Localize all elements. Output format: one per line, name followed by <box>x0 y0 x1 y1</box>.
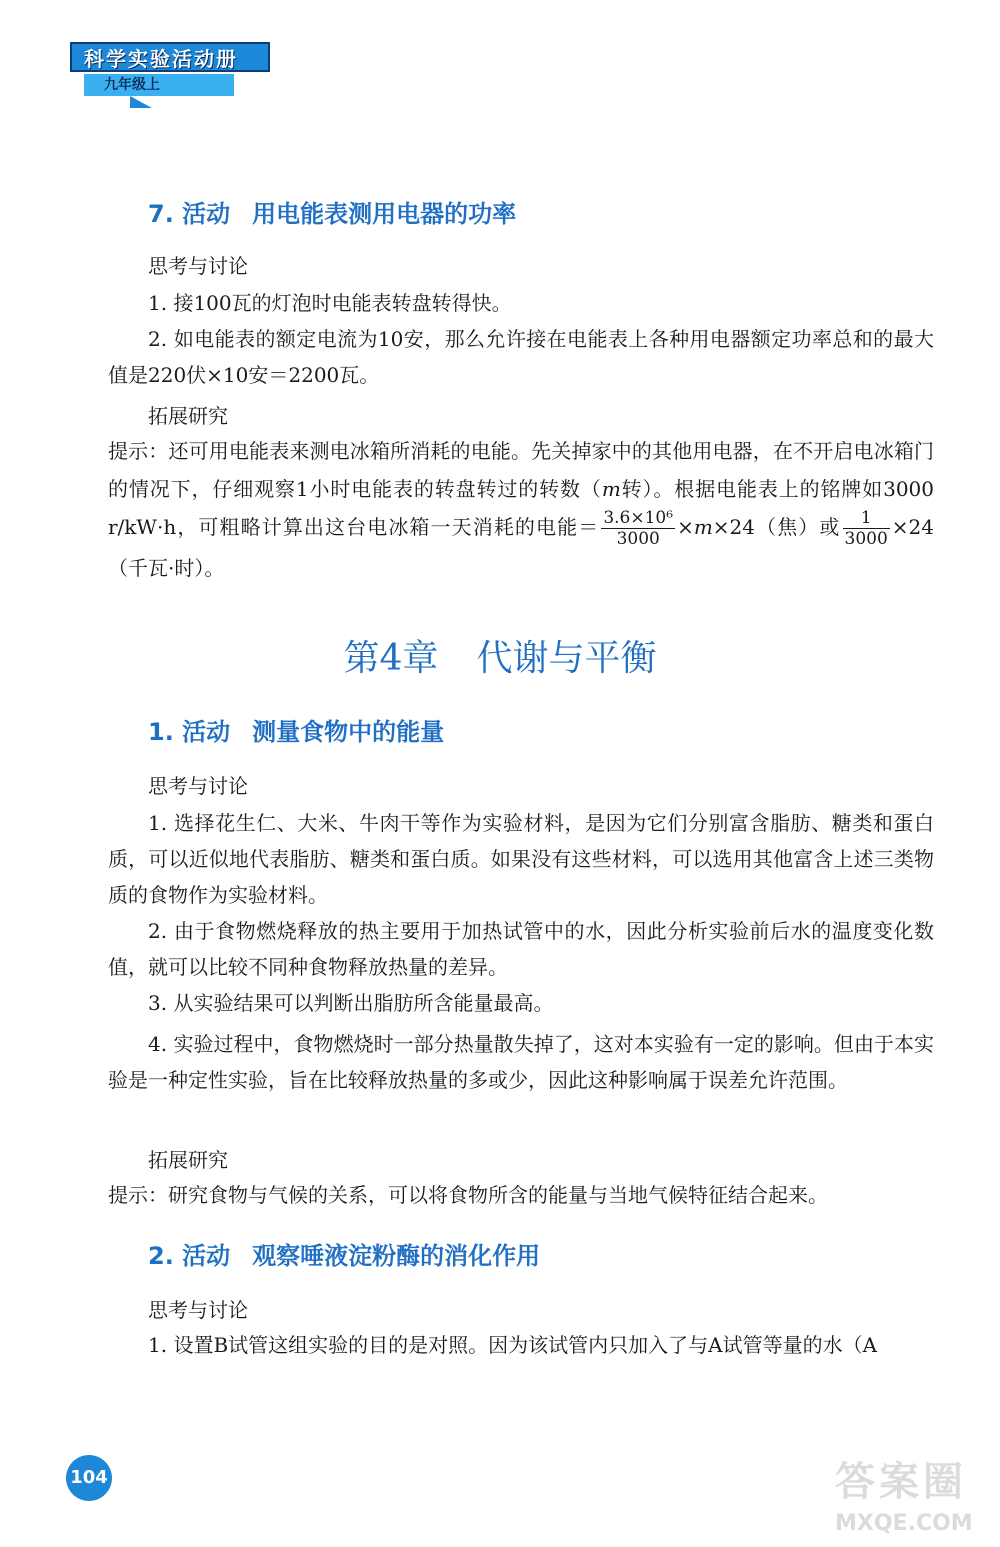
tip-text-2: 转）。根据电能表上的铭牌如3000 r/kW·h，可粗略计算出这台电冰箱一天消耗的电能＝ <box>108 477 934 539</box>
tip-text-4: ×24（焦）或 <box>712 515 841 539</box>
tip-variable-m: m <box>601 477 621 501</box>
section-2-title <box>148 1236 540 1271</box>
section-7-title <box>148 194 516 229</box>
think-label: 思考与讨论 <box>148 774 248 798</box>
section-1-title <box>148 712 444 747</box>
tip-text-1: 提示：还可用电能表来测电冰箱所消耗的电能。先关掉家中的其他用电器，在不开启电冰箱门的情况下，仔细观察1小时电能表的转盘转过的转数（ <box>108 439 934 501</box>
section-2-number: 2. 活动 <box>148 1242 231 1270</box>
watermark-url: MXQE.COM <box>835 1511 973 1536</box>
fraction-numerator: 1 <box>843 508 890 529</box>
answer-1: 1. 接100瓦的灯泡时电能表转盘转得快。 <box>148 291 512 315</box>
tip-text-3: × <box>677 515 694 539</box>
fraction-denominator: 3000 <box>844 529 888 549</box>
extension-tip <box>108 432 934 587</box>
header-pointer <box>130 96 152 108</box>
section-1-name: 测量食物中的能量 <box>252 718 445 746</box>
answer-3: 3. 从实验结果可以判断出脂肪所含能量最高。 <box>148 991 554 1015</box>
fraction-denominator: 3000 <box>616 529 660 549</box>
tip-variable-m: m <box>693 515 713 539</box>
tip-text-5: ×24（千瓦·时）。 <box>108 515 934 580</box>
section-7-number: 7. 活动 <box>148 200 231 228</box>
answer-4: 4. 实验过程中，食物燃烧时一部分热量散失掉了，这对本实验有一定的影响。但由于本实验是一种定性实验，旨在比较释放热量的多或少，因此这种影响属于误差允许范围。 <box>108 1032 934 1092</box>
chapter-name: 代谢与平衡 <box>476 638 657 679</box>
chapter-number: 第4章 <box>343 638 439 679</box>
extension-label: 拓展研究 <box>148 1148 228 1172</box>
section-7-name: 用电能表测用电器的功率 <box>252 200 517 228</box>
energy-fraction-kwh <box>843 508 890 549</box>
watermark-logo: 答案圈 <box>835 1459 967 1505</box>
watermark <box>835 1450 985 1540</box>
grade-label: 九年级上 <box>84 74 234 96</box>
answer-2: 2. 由于食物燃烧释放的热主要用于加热试管中的水，因此分析实验前后水的温度变化数值，就可以比较不同种食物释放热量的差异。 <box>108 919 934 979</box>
extension-label: 拓展研究 <box>148 404 228 428</box>
think-label: 思考与讨论 <box>148 254 248 278</box>
think-label: 思考与讨论 <box>148 1298 248 1322</box>
answer-2: 2. 如电能表的额定电流为10安，那么允许接在电能表上各种用电器额定功率总和的最大值是220伏×10安＝2200瓦。 <box>108 327 934 387</box>
page-number: 104 <box>66 1455 112 1501</box>
chapter-heading <box>0 630 1000 681</box>
answer-1: 1. 设置B试管这组实验的目的是对照。因为该试管内只加入了与A试管等量的水（A <box>148 1333 878 1357</box>
energy-fraction-joules <box>601 508 675 549</box>
section-1-number: 1. 活动 <box>148 718 231 746</box>
answer-1: 1. 选择花生仁、大米、牛肉干等作为实验材料，是因为它们分别富含脂肪、糖类和蛋白质，可以近似地代表脂肪、糖类和蛋白质。如果没有这些材料，可以选用其他富含上述三类物质的食物作为实验材料。 <box>108 811 934 907</box>
fraction-numerator: 3.6×10⁶ <box>603 508 674 528</box>
section-2-name: 观察唾液淀粉酶的消化作用 <box>252 1242 541 1270</box>
book-title: 科学实验活动册 <box>70 42 270 72</box>
extension-tip: 提示：研究食物与气候的关系，可以将食物所含的能量与当地气候特征结合起来。 <box>108 1183 828 1207</box>
